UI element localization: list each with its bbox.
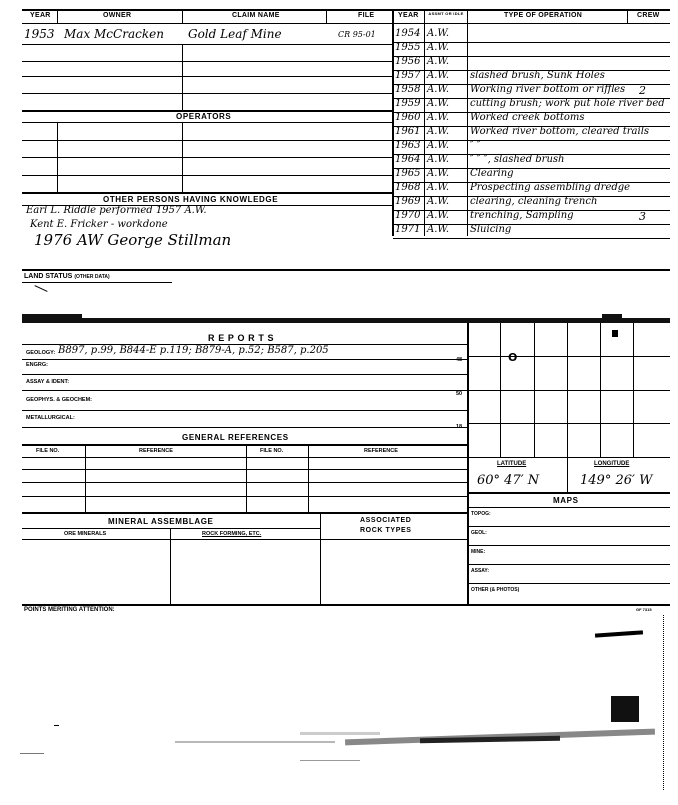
log-year: 1961	[395, 126, 421, 137]
log-status: A.W.	[427, 210, 450, 221]
log-status: A.W.	[427, 98, 450, 109]
log-year: 1955	[395, 42, 421, 53]
ore-minerals-label: ORE MINERALS	[64, 531, 107, 537]
log-year: 1954	[395, 28, 421, 39]
log-row	[393, 126, 670, 141]
log-operation: ″ ″ ″, slashed brush	[470, 154, 565, 165]
log-status: A.W.	[427, 224, 450, 235]
log-status: A.W.	[427, 126, 450, 137]
log-row	[393, 196, 670, 211]
form-number: GF 7315	[636, 607, 652, 612]
log-crew: 2	[639, 84, 646, 97]
maps-heading: MAPS	[553, 496, 579, 505]
log-operation: clearing, cleaning trench	[470, 196, 598, 207]
grid-mark: O	[508, 351, 518, 364]
ref-col-file-no-2: FILE NO.	[260, 448, 284, 454]
latitude-label: LATITUDE	[497, 461, 527, 467]
log-operation: cutting brush; work put hole river bed	[470, 98, 665, 109]
engrg-label: ENGRG:	[26, 362, 48, 368]
log-row	[393, 140, 670, 155]
header-type-of-operation: TYPE OF OPERATION	[504, 12, 583, 19]
other-persons-heading: OTHER PERSONS HAVING KNOWLEDGE	[103, 195, 279, 204]
log-row	[393, 98, 670, 113]
log-status: A.W.	[427, 140, 450, 151]
log-row	[393, 42, 670, 57]
header-assmt-idle: ASSMT OR IDLE	[428, 11, 464, 16]
assay-label: ASSAY & IDENT:	[26, 379, 70, 385]
log-status: A.W.	[427, 196, 450, 207]
map-row	[467, 545, 670, 565]
log-operation: Sluicing	[470, 224, 512, 235]
general-references-heading: GENERAL REFERENCES	[182, 433, 289, 442]
log-year: 1959	[395, 98, 421, 109]
grid-number-18: 18	[456, 424, 463, 430]
log-status: A.W.	[427, 168, 450, 179]
location-grid	[467, 323, 670, 457]
rock-types-label: ROCK TYPES	[360, 527, 412, 534]
metallurgical-label: METALLURGICAL:	[26, 415, 75, 421]
log-year: 1957	[395, 70, 421, 81]
header-year: YEAR	[30, 12, 51, 19]
map-row-label: GEOL:	[471, 530, 487, 536]
ref-col-reference-1: REFERENCE	[139, 448, 173, 454]
log-year: 1956	[395, 56, 421, 67]
log-status: A.W.	[427, 56, 450, 67]
header-year-2: YEAR	[398, 12, 419, 19]
log-year: 1968	[395, 182, 421, 193]
claim-file: CR 95-01	[338, 30, 376, 39]
log-row	[393, 182, 670, 197]
log-row	[393, 28, 670, 43]
log-status: A.W.	[427, 154, 450, 165]
log-status: A.W.	[427, 28, 450, 39]
log-operation: Clearing	[470, 168, 514, 179]
map-row	[467, 583, 670, 602]
header-claim-name: CLAIM NAME	[232, 12, 280, 19]
reports-heading: R E P O R T S	[208, 333, 275, 343]
grid-number-50: 50	[456, 391, 463, 397]
log-year: 1964	[395, 154, 421, 165]
map-row-label: OTHER (& PHOTOS)	[471, 587, 520, 593]
log-year: 1965	[395, 168, 421, 179]
log-operation: Prospecting assembling dredge	[470, 182, 631, 193]
maps-list	[467, 507, 670, 604]
geology-value: B897, p.99, B844-E p.119; B879-A, p.52; B587, p.205	[58, 345, 329, 356]
header-owner: OWNER	[103, 12, 132, 19]
log-year: 1960	[395, 112, 421, 123]
other-person-1: Earl L. Riddle performed 1957 A.W.	[26, 205, 207, 216]
log-crew: 3	[639, 210, 646, 223]
log-year: 1969	[395, 196, 421, 207]
log-status: A.W.	[427, 84, 450, 95]
log-row	[393, 112, 670, 127]
log-operation: Worked river bottom, cleared trails	[470, 126, 650, 137]
other-person-3: 1976 AW George Stillman	[34, 231, 232, 249]
map-row	[467, 564, 670, 584]
log-year: 1970	[395, 210, 421, 221]
rock-forming-label: ROCK FORMING, ETC.	[202, 531, 262, 537]
log-operation: slashed brush, Sunk Holes	[470, 70, 605, 81]
log-status: A.W.	[427, 112, 450, 123]
log-row	[393, 224, 670, 239]
log-operation: trenching, Sampling	[470, 210, 574, 221]
longitude-value: 149° 26′ W	[580, 473, 653, 488]
map-row	[467, 526, 670, 546]
header-file: FILE	[358, 12, 375, 19]
log-status: A.W.	[427, 182, 450, 193]
log-status: A.W.	[427, 42, 450, 53]
log-operation: Working river bottom or riffles	[470, 84, 626, 95]
geology-label: GEOLOGY:	[26, 350, 56, 356]
associated-label: ASSOCIATED	[360, 517, 412, 524]
scan-noise	[0, 610, 678, 805]
log-year: 1963	[395, 140, 421, 151]
log-status: A.W.	[427, 70, 450, 81]
log-operation: Worked creek bottoms	[470, 112, 585, 123]
header-crew: CREW	[637, 12, 660, 19]
map-row-label: MINE:	[471, 549, 486, 555]
mineral-assemblage-heading: MINERAL ASSEMBLAGE	[108, 517, 214, 526]
land-status-label: LAND STATUS (OTHER DATA)	[24, 273, 110, 280]
ref-col-file-no-1: FILE NO.	[36, 448, 60, 454]
log-year: 1958	[395, 84, 421, 95]
map-row	[467, 507, 670, 527]
assessment-log	[393, 28, 670, 238]
other-person-2: Kent E. Fricker - workdone	[30, 219, 168, 230]
latitude-value: 60° 47′ N	[477, 473, 540, 488]
log-row	[393, 84, 670, 99]
geophys-label: GEOPHYS. & GEOCHEM:	[26, 397, 93, 403]
points-meriting-attention-label: POINTS MERITING ATTENTION:	[24, 607, 115, 613]
owner-name: Max McCracken	[64, 27, 164, 41]
map-row-label: TOPOG:	[471, 511, 491, 517]
log-row	[393, 210, 670, 225]
ref-col-reference-2: REFERENCE	[364, 448, 398, 454]
operators-heading: OPERATORS	[176, 112, 232, 121]
owner-year: 1953	[24, 27, 55, 41]
log-row	[393, 154, 670, 169]
log-year: 1971	[395, 224, 421, 235]
log-row	[393, 56, 670, 71]
grid-number-48: 48	[456, 357, 463, 363]
log-operation: ″ ″	[470, 140, 481, 151]
log-row	[393, 70, 670, 85]
map-row-label: ASSAY:	[471, 568, 490, 574]
longitude-label: LONGITUDE	[594, 461, 630, 467]
claim-name: Gold Leaf Mine	[188, 27, 282, 41]
log-row	[393, 168, 670, 183]
